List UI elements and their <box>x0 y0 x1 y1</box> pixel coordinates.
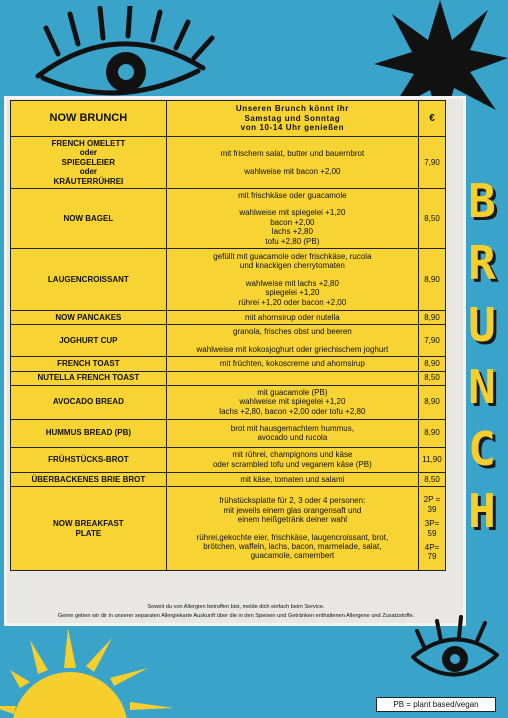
name-line: oder <box>79 167 98 177</box>
menu-item-price: 8,90 <box>419 311 446 325</box>
spacer <box>171 337 414 345</box>
description-line: mit früchten, kokoscreme und ahornsirup <box>219 359 365 369</box>
brunch-letter: N <box>468 360 496 414</box>
eye-doodle-icon <box>18 6 218 106</box>
menu-item-price: 8,90 <box>419 249 446 311</box>
description-line: spiegelei +1,20 <box>265 288 320 298</box>
sun-doodle-icon <box>0 610 180 718</box>
description-line: guacamole, camembert <box>250 551 335 561</box>
description-line: wahlweise mit lachs +2,80 <box>245 278 339 288</box>
price-line: 59 <box>427 528 437 538</box>
menu-item-row <box>11 385 446 419</box>
description-line: brötchen, waffeln, lachs, bacon, marmelade, salat, <box>203 541 382 551</box>
spacer <box>171 200 414 208</box>
brunch-letter: C <box>468 422 496 476</box>
name-line: NUTELLA FRENCH TOAST <box>37 373 140 383</box>
menu-item-name <box>11 487 167 571</box>
description-line: wahlweise mit bacon +2,00 <box>244 166 341 176</box>
description-line: mit guacamole (PB) <box>257 388 328 398</box>
menu-item-row <box>11 472 446 486</box>
menu-title: NOW BRUNCH <box>11 101 167 137</box>
name-line: LAUGENCROISSANT <box>47 274 129 284</box>
name-line: FRENCH OMELETT <box>51 138 126 148</box>
currency-symbol: € <box>419 101 446 137</box>
price-line: 39 <box>427 504 437 514</box>
pb-legend: PB = plant based/vegan <box>376 697 496 712</box>
description-line: mit jeweils einem glas orangensaft und <box>223 505 362 515</box>
name-line: FRENCH TOAST <box>57 359 120 369</box>
name-line: NOW BAGEL <box>63 213 114 223</box>
menu-item-price: 8,90 <box>419 357 446 371</box>
description-line: mit käse, tomaten und salami <box>240 474 345 484</box>
menu-item-price: 8,50 <box>419 189 446 249</box>
description-line: wahlweise mit kokosjoghurt oder griechischem joghurt <box>196 344 389 354</box>
menu-item-description <box>166 447 418 472</box>
allergy-line: Soweit du von Allergien betroffen bist, melde dich einfach beim Service. <box>147 604 325 610</box>
menu-item-name <box>11 419 167 447</box>
menu-item-row <box>11 419 446 447</box>
menu-item-row <box>11 137 446 189</box>
info-line: Samstag und Sonntag <box>244 113 341 123</box>
name-line: NOW PANCAKES <box>55 313 122 323</box>
menu-item-description <box>166 325 418 357</box>
description-line: bacon +2,00 <box>270 217 315 227</box>
description-line: rührei +1,20 oder bacon +2,00 <box>238 297 347 307</box>
menu-item-name <box>11 137 167 189</box>
menu-item-name <box>11 189 167 249</box>
description-line: und knackigen cherrytomaten <box>239 261 345 271</box>
menu-header-row <box>11 101 446 137</box>
menu-item-description <box>166 311 418 325</box>
description-line: lachs +2,80 <box>271 227 313 237</box>
allergy-notice <box>10 603 462 621</box>
menu-item-price: 8,90 <box>419 385 446 419</box>
name-line: SPIEGELEIER <box>61 157 116 167</box>
description-line: tofu +2,80 (PB) <box>265 236 320 246</box>
menu-item-row <box>11 325 446 357</box>
menu-item-row <box>11 311 446 325</box>
description-line: frühstücksplatte für 2, 3 oder 4 personen: <box>219 496 366 506</box>
name-line: oder <box>79 148 98 158</box>
price-line: 2P = <box>423 495 441 505</box>
menu-item-price: 8,50 <box>419 371 446 385</box>
allergy-line: Gerne geben wir dir in unserer separaten Allergiekarte Auskunft über die in den Speisen und Getränken enthaltenen Allergene und Zusatzstoffe. <box>57 613 415 619</box>
description-line: granola, frisches obst und beeren <box>232 327 352 337</box>
price-line: 4P= <box>424 542 440 552</box>
menu-item-price: 11,90 <box>419 447 446 472</box>
name-line: KRÄUTERRÜHREI <box>53 176 124 186</box>
menu-item-name <box>11 385 167 419</box>
menu-item-description <box>166 487 418 571</box>
menu-item-name <box>11 447 167 472</box>
spacer <box>171 159 414 167</box>
description-line: mit rührei, champignons und käse <box>232 450 353 460</box>
menu-item-name <box>11 472 167 486</box>
menu-item-name <box>11 325 167 357</box>
description-line: mit ahornsirup oder nutella <box>245 313 340 323</box>
menu-item-description <box>166 249 418 311</box>
menu-item-price: 8,90 <box>419 419 446 447</box>
menu-item-row <box>11 189 446 249</box>
name-line: NOW BREAKFAST <box>53 519 124 529</box>
menu-item-name <box>11 371 167 385</box>
menu-item-row <box>11 249 446 311</box>
menu-item-price <box>419 487 446 571</box>
menu-item-description <box>166 137 418 189</box>
price-line: 3P= <box>424 519 440 529</box>
name-line: HUMMUS BREAD (PB) <box>45 428 132 438</box>
brunch-menu-table <box>10 100 446 571</box>
menu-item-description <box>166 371 418 385</box>
price-line: 79 <box>427 552 437 562</box>
brunch-side-title <box>456 170 508 542</box>
name-line: PLATE <box>75 528 102 538</box>
name-line: FRÜHSTÜCKS-BROT <box>48 454 129 464</box>
brunch-hours-info <box>166 101 418 137</box>
description-line: avocado und rucola <box>257 433 328 443</box>
menu-item-row <box>11 371 446 385</box>
description-line: wahlweise mit spiegelei +1,20 <box>239 208 346 218</box>
menu-item-description <box>166 357 418 371</box>
description-line: gefüllt mit guacamole oder frischkäse, rucola <box>213 252 372 262</box>
menu-item-price: 8,50 <box>419 472 446 486</box>
spacer <box>171 271 414 279</box>
description-line: oder scrambled tofu und veganem käse (PB) <box>212 459 372 469</box>
description-line: wahlweise mit spiegelei +1,20 <box>239 397 346 407</box>
spacer <box>171 525 414 533</box>
description-line: rührei,gekochte eier, frischkäse, laugencroissant, brot, <box>196 532 389 542</box>
brunch-letter: H <box>468 484 496 538</box>
menu-item-description <box>166 419 418 447</box>
description-line: lachs +2,80, bacon +2,00 oder tofu +2,80 <box>219 406 366 416</box>
menu-item-row <box>11 357 446 371</box>
brunch-letter: U <box>468 298 496 352</box>
menu-item-row <box>11 487 446 571</box>
brunch-letter: B <box>468 174 496 228</box>
info-line: von 10-14 Uhr genießen <box>240 123 345 133</box>
name-line: JOGHURT CUP <box>59 336 118 346</box>
menu-item-price: 7,90 <box>419 137 446 189</box>
menu-item-description <box>166 385 418 419</box>
menu-item-name <box>11 357 167 371</box>
description-line: brot mit hausgemachtem hummus, <box>230 423 354 433</box>
menu-item-price: 7,90 <box>419 325 446 357</box>
description-line: einem heißgetränk deiner wahl <box>237 515 348 525</box>
eye-doodle-icon-bottom <box>405 615 505 695</box>
menu-item-name <box>11 249 167 311</box>
name-line: AVOCADO BREAD <box>52 397 124 407</box>
description-line: mit frischem salat, butter und bauernbrot <box>220 149 365 159</box>
menu-item-name <box>11 311 167 325</box>
name-line: ÜBERBACKENES BRIE BROT <box>31 474 146 484</box>
menu-item-row <box>11 447 446 472</box>
info-line: Unseren Brunch könnt ihr <box>235 104 349 114</box>
brunch-letter: R <box>468 236 496 290</box>
menu-item-description <box>166 189 418 249</box>
menu-item-description <box>166 472 418 486</box>
description-line: mit frischkäse oder guacamole <box>238 191 347 200</box>
